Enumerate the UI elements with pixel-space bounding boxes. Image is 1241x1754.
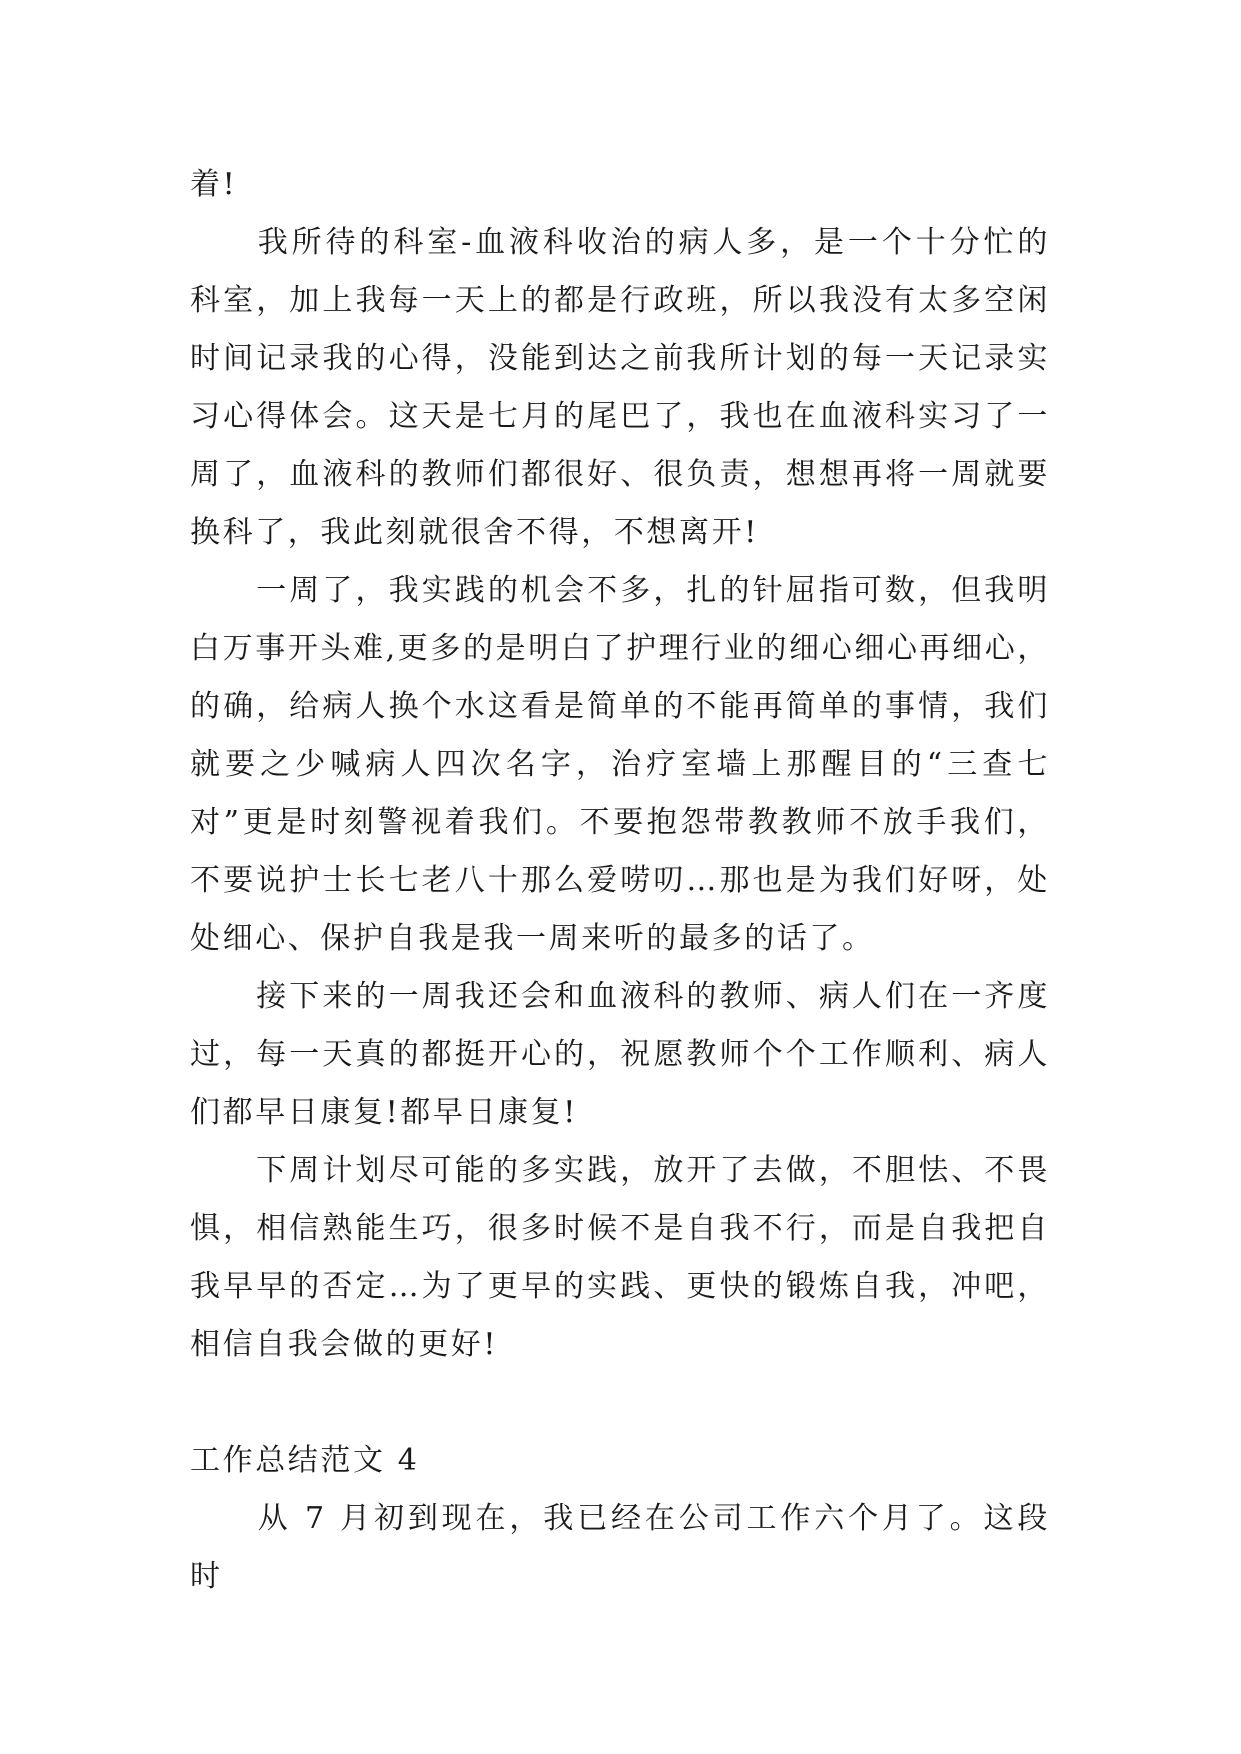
section-spacer bbox=[190, 1374, 1050, 1432]
paragraph-continuation: 着! bbox=[190, 167, 238, 202]
paragraph-hematology-department: 我所待的科室-血液科收治的病人多，是一个十分忙的科室，加上我每一天上的都是行政班，所以我没有太多空闲时间记录我的心得，没能到达之前我所计划的每一天记录实习心得体会。这天是七月的尾巴了，我也在血液科实习了一周了，血液科的教师们都很好、很负责，想想再将一周就要换科了，我此刻就很舍不得，不想离开! bbox=[190, 225, 1050, 550]
section-heading: 工作总结范文 4 bbox=[190, 1443, 420, 1478]
paragraph-next-week: 接下来的一周我还会和血液科的教师、病人们在一齐度过，每一天真的都挺开心的，祝愿教师个个工作顺利、病人们都早日康复!都早日康复! bbox=[190, 979, 1050, 1130]
section-first-paragraph: 从 7 月初到现在，我已经在公司工作六个月了。这段时 bbox=[190, 1501, 1050, 1594]
document-body bbox=[190, 156, 1050, 1606]
paragraph-one-week-practice: 一周了，我实践的机会不多，扎的针屈指可数，但我明白万事开头难,更多的是明白了护理行业的细心细心再细心，的确，给病人换个水这看是简单的不能再简单的事情，我们就要之少喊病人四次名字，治疗室墙上那醒目的“三查七对”更是时刻警视着我们。不要抱怨带教教师不放手我们，不要说护士长七老八十那么爱唠叨…那也是为我们好呀，处处细心、保护自我是我一周来听的最多的话了。 bbox=[190, 573, 1050, 956]
paragraph-next-week-plan: 下周计划尽可能的多实践，放开了去做，不胆怯、不畏惧，相信熟能生巧，很多时候不是自我不行，而是自我把自我早早的否定…为了更早的实践、更快的锻炼自我，冲吧，相信自我会做的更好! bbox=[190, 1153, 1050, 1362]
